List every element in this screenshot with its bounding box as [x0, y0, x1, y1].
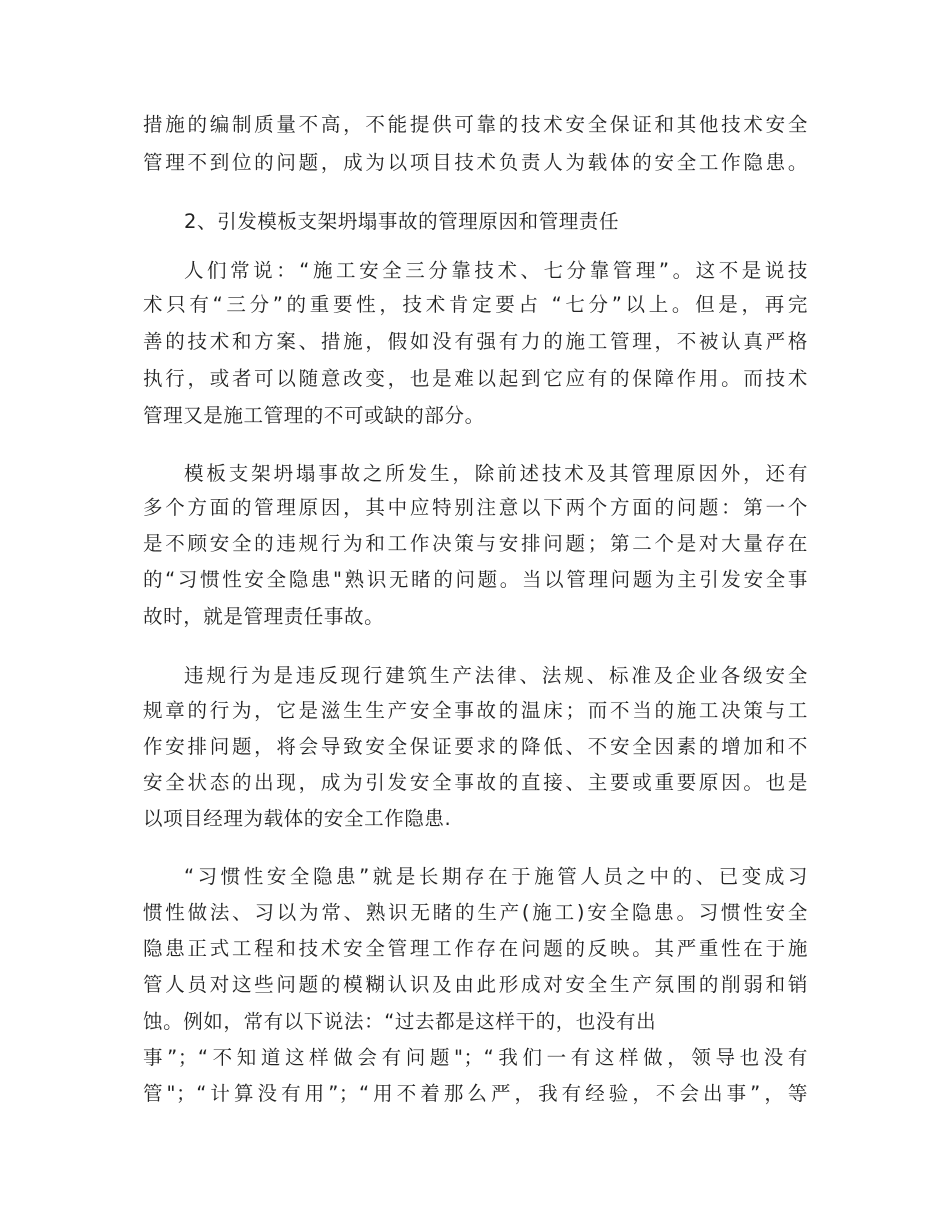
paragraph-line: 管人员对这些问题的模糊认识及由此形成对安全生产氛围的削弱和销	[143, 973, 808, 996]
paragraph-line: 蚀。例如，常有以下说法：“过去都是这样干的，也没有出	[143, 1010, 657, 1033]
paragraph-line: 术只有“三分”的重要性，技术肯定要占 “七分”以上。但是，再完	[143, 293, 808, 316]
paragraph-line: 人们常说：“施工安全三分靠技术、七分靠管理”。这不是说技	[184, 259, 808, 282]
paragraph-line: 故时，就是管理责任事故。	[143, 605, 385, 628]
paragraph-line: 是不顾安全的违规行为和工作决策与安排问题；第二个是对大量存在	[143, 532, 808, 555]
paragraph-line: 事”；“不知道这样做会有问题"；“我们一有这样做，领导也没有	[143, 1046, 808, 1069]
paragraph-line: 惯性做法、习以为常、熟识无睹的生产(施工)安全隐患。习惯性安全	[143, 901, 808, 924]
paragraph-line: 措施的编制质量不高，不能提供可靠的技术安全保证和其他技术安全	[143, 113, 808, 136]
paragraph-line: 以项目经理为载体的安全工作隐患.	[143, 807, 452, 830]
paragraph-line: 安全状态的出现，成为引发安全事故的直接、主要或重要原因。也是	[143, 771, 808, 794]
paragraph-line: 规章的行为，它是滋生生产安全事故的温床；而不当的施工决策与工	[143, 699, 808, 722]
paragraph-line: 多个方面的管理原因，其中应特别注意以下两个方面的问题：第一个	[143, 496, 808, 519]
paragraph-line: 管"；“计算没有用”；“用不着那么严，我有经验，不会出事”，等	[143, 1082, 808, 1105]
paragraph-line: 作安排问题，将会导致安全保证要求的降低、不安全因素的增加和不	[143, 735, 808, 758]
section-heading: 2、引发模板支架坍塌事故的管理原因和管理责任	[184, 210, 620, 233]
paragraph-line: 的“习惯性安全隐患"熟识无睹的问题。当以管理问题为主引发安全事	[143, 568, 808, 591]
paragraph-line: 管理不到位的问题，成为以项目技术负责人为载体的安全工作隐患。	[143, 151, 808, 174]
paragraph-line: 管理又是施工管理的不可或缺的部分。	[143, 404, 485, 427]
paragraph-line: “习惯性安全隐患”就是长期存在于施管人员之中的、已变成习	[184, 865, 808, 888]
paragraph-line: 善的技术和方案、措施，假如没有强有力的施工管理，不被认真严格	[143, 330, 808, 353]
paragraph-line: 模板支架坍塌事故之所发生，除前述技术及其管理原因外，还有	[184, 462, 808, 485]
paragraph-line: 执行，或者可以随意改变，也是难以起到它应有的保障作用。而技术	[143, 367, 808, 390]
paragraph-line: 违规行为是违反现行建筑生产法律、法规、标准及企业各级安全	[184, 664, 808, 687]
paragraph-line: 隐患正式工程和技术安全管理工作存在问题的反映。其严重性在于施	[143, 937, 808, 960]
